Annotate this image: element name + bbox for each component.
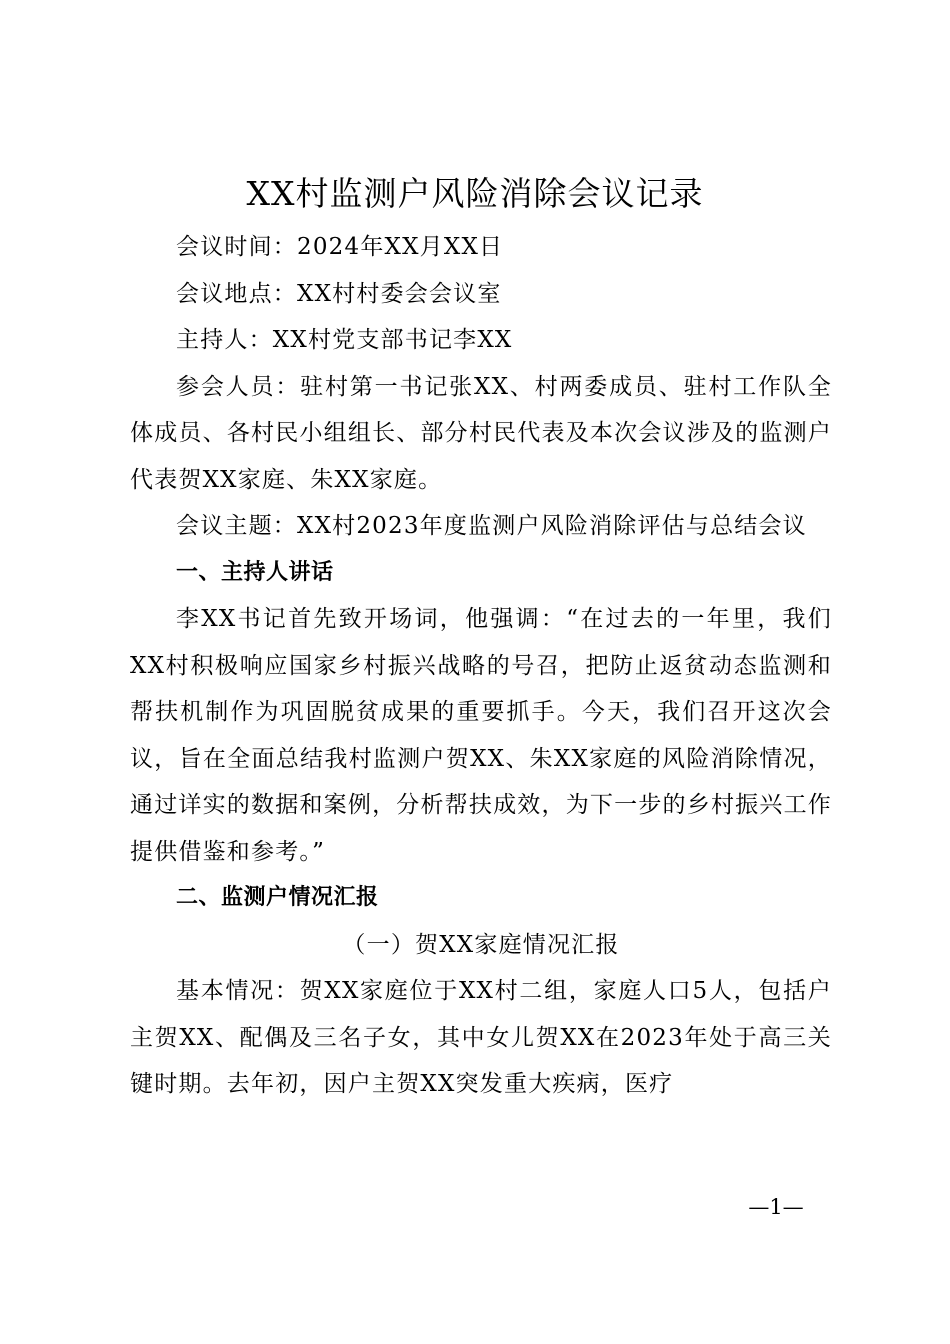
meeting-theme: 会议主题：XX村2023年度监测户风险消除评估与总结会议: [176, 513, 807, 539]
host-speech-paragraph: 李XX书记首先致开场词，他强调：“在过去的一年里，我们XX村积极响应国家乡村振兴战略的号召，把防止返贫动态监测和帮扶机制作为巩固脱贫成果的重要抓手。今天，我们召开这次会议，旨在全面总结我村监测户贺XX、朱XX家庭的风险消除情况，通过详实的数据和案例，分析帮扶成效，为下一步的乡村振兴工作提供借鉴和参考。”: [130, 606, 832, 865]
meeting-attendees: 参会人员：驻村第一书记张XX、村两委成员、驻村工作队全体成员、各村民小组组长、部分村民代表及本次会议涉及的监测户代表贺XX家庭、朱XX家庭。: [130, 373, 832, 493]
meeting-time: 会议时间：2024年XX月XX日: [176, 234, 504, 260]
meeting-host: 主持人：XX村党支部书记李XX: [176, 327, 513, 353]
he-family-basic-info: 基本情况：贺XX家庭位于XX村二组，家庭人口5人，包括户主贺XX、配偶及三名子女，其中女儿贺XX在2023年处于高三关键时期。去年初，因户主贺XX突发重大疾病，医疗: [130, 978, 832, 1097]
subsection-heading-he-family: （一）贺XX家庭情况汇报: [342, 931, 620, 958]
document-body: [130, 224, 832, 1108]
document-title: XX村监测户风险消除会议记录: [246, 174, 704, 213]
page-number: —1—: [748, 1195, 804, 1219]
meeting-place: 会议地点：XX村村委会会议室: [176, 280, 502, 307]
section-heading-household-report: 二、监测户情况汇报: [176, 885, 379, 910]
section-heading-host-speech: 一、主持人讲话: [176, 559, 334, 585]
